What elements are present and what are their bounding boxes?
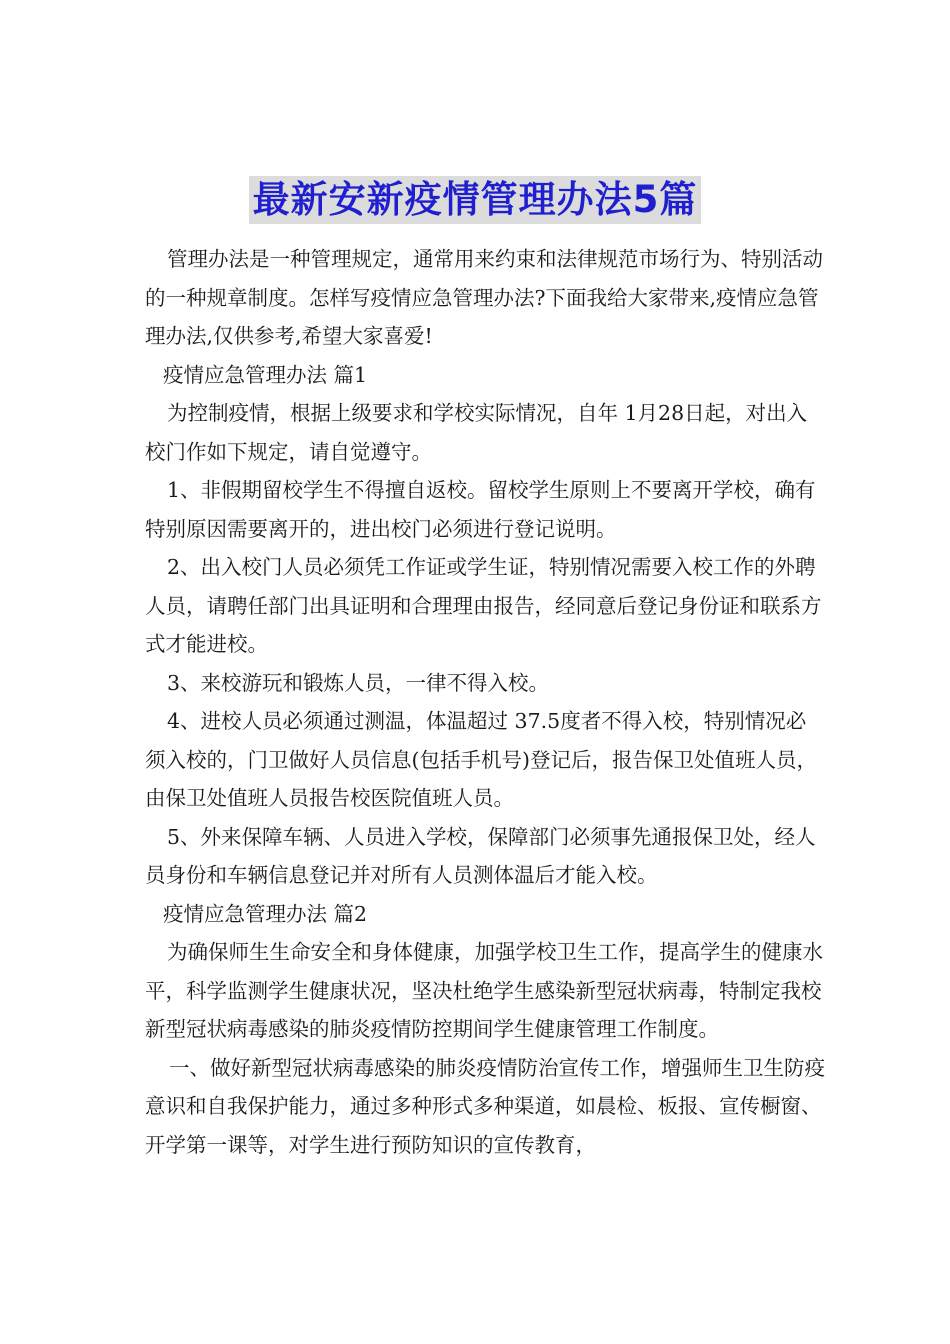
section-heading-2: 疫情应急管理办法 篇2 [163,901,368,926]
list-item: 1、非假期留校学生不得擅自返校。留校学生原则上不要离开学校，确有特别原因需要离开的，进出校门必须进行登记说明。 [145,478,816,541]
paragraph: 为控制疫情，根据上级要求和学校实际情况，自年 1月28日起，对出入校门作如下规定，请自觉遵守。 [145,401,808,464]
section-heading-1: 疫情应急管理办法 篇1 [163,362,368,387]
list-item: 4、进校人员必须通过测温，体温超过 37.5度者不得入校，特别情况必须入校的，门卫做好人员信息(包括手机号)登记后，报告保卫处值班人员，由保卫处值班人员报告校医院值班人员。 [145,709,817,810]
intro-paragraph: 管理办法是一种管理规定，通常用来约束和法律规范市场行为、特别活动的一种规章制度。怎样写疫情应急管理办法?下面我给大家带来,疫情应急管理办法,仅供参考,希望大家喜爱! [145,247,823,348]
list-item: 3、来校游玩和锻炼人员，一律不得入校。 [167,670,550,695]
document-title: 最新安新疫情管理办法5篇 [249,176,702,224]
list-item: 2、出入校门人员必须凭工作证或学生证，特别情况需要入校工作的外聘人员，请聘任部门出具证明和合理理由报告，经同意后登记身份证和联系方式才能进校。 [145,555,822,656]
paragraph: 一、做好新型冠状病毒感染的肺炎疫情防治宣传工作，增强师生卫生防疫意识和自我保护能力，通过多种形式多种渠道，如晨检、板报、宣传橱窗、开学第一课等，对学生进行预防知识的宣传教育， [145,1055,825,1157]
title-container [0,176,950,224]
paragraph: 为确保师生生命安全和身体健康，加强学校卫生工作，提高学生的健康水平，科学监测学生健康状况，坚决杜绝学生感染新型冠状病毒，特制定我校新型冠状病毒感染的肺炎疫情防控期间学生健康管理工作制度。 [145,940,823,1041]
document-body [145,240,825,1164]
list-item: 5、外来保障车辆、人员进入学校，保障部门必须事先通报保卫处，经人员身份和车辆信息登记并对所有人员测体温后才能入校。 [145,824,816,887]
